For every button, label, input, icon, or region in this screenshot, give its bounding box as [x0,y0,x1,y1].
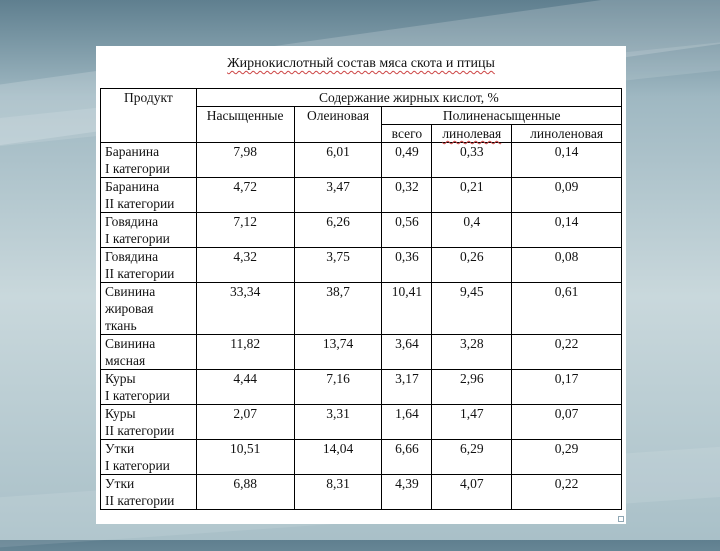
linolenic-value: 0,14 [512,213,622,248]
total-value: 4,39 [382,475,432,510]
linolenic-value: 0,07 [512,405,622,440]
linoleic-value: 0,33 [432,143,512,178]
total-value: 0,36 [382,248,432,283]
oleic-value: 14,04 [294,440,382,475]
linoleic-value: 9,45 [432,283,512,335]
header-product: Продукт [101,89,197,143]
product-cell [101,248,197,283]
slide-corner-marker [618,516,624,522]
table-row [101,178,622,213]
header-content: Содержание жирных кислот, % [196,89,621,107]
product-cell [101,370,197,405]
linoleic-value: 4,07 [432,475,512,510]
total-value: 0,32 [382,178,432,213]
product-name-line: II категории [105,493,175,508]
table-row [101,248,622,283]
product-cell [101,178,197,213]
product-cell [101,283,197,335]
saturated-value: 4,44 [196,370,294,405]
header-saturated: Насыщенные [196,107,294,143]
product-name-line: Баранина [105,144,160,159]
linoleic-value: 2,96 [432,370,512,405]
header-linolenic: линоленовая [512,125,622,143]
oleic-value: 8,31 [294,475,382,510]
header-linoleic: линолевая [432,125,512,143]
total-value: 0,56 [382,213,432,248]
product-name-line: Утки [105,441,135,456]
saturated-value: 10,51 [196,440,294,475]
table-row [101,213,622,248]
slide-content [96,46,626,524]
linolenic-value: 0,08 [512,248,622,283]
linolenic-value: 0,61 [512,283,622,335]
saturated-value: 33,34 [196,283,294,335]
product-name-line: жировая [105,301,154,316]
header-total: всего [382,125,432,143]
total-value: 10,41 [382,283,432,335]
oleic-value: 6,01 [294,143,382,178]
table-row [101,370,622,405]
saturated-value: 4,72 [196,178,294,213]
linoleic-value: 1,47 [432,405,512,440]
product-name-line: Свинина [105,284,156,299]
product-name-line: Говядина [105,214,159,229]
linoleic-value: 6,29 [432,440,512,475]
product-name-line: I категории [105,388,170,403]
product-name-line: Баранина [105,179,160,194]
total-value: 3,64 [382,335,432,370]
linolenic-value: 0,17 [512,370,622,405]
oleic-value: 13,74 [294,335,382,370]
product-name-line: II категории [105,266,175,281]
product-name-line: Куры [105,406,136,421]
saturated-value: 11,82 [196,335,294,370]
product-cell [101,440,197,475]
product-name-line: Куры [105,371,136,386]
fatty-acid-table [100,88,622,510]
table-row [101,440,622,475]
oleic-value: 3,75 [294,248,382,283]
total-value: 6,66 [382,440,432,475]
product-cell [101,335,197,370]
product-name-line: Говядина [105,249,159,264]
table-row [101,143,622,178]
total-value: 0,49 [382,143,432,178]
linolenic-value: 0,22 [512,335,622,370]
product-name-line: Свинина [105,336,156,351]
saturated-value: 6,88 [196,475,294,510]
oleic-value: 3,47 [294,178,382,213]
table-row [101,475,622,510]
linoleic-value: 3,28 [432,335,512,370]
product-name-line: Утки [105,476,135,491]
header-polyunsaturated: Полиненасыщенные [382,107,622,125]
product-name-line: ткань [105,318,137,333]
page-title: Жирнокислотный состав мяса скота и птицы [227,56,495,71]
oleic-value: 7,16 [294,370,382,405]
product-cell [101,475,197,510]
linoleic-value: 0,21 [432,178,512,213]
product-name-line: II категории [105,196,175,211]
product-name-line: мясная [105,353,146,368]
product-name-line: I категории [105,458,170,473]
product-cell [101,405,197,440]
oleic-value: 38,7 [294,283,382,335]
total-value: 3,17 [382,370,432,405]
linoleic-value: 0,4 [432,213,512,248]
product-cell [101,213,197,248]
table-row [101,283,622,335]
linolenic-value: 0,14 [512,143,622,178]
product-cell [101,143,197,178]
linoleic-value: 0,26 [432,248,512,283]
product-name-line: I категории [105,231,170,246]
header-oleic: Олеиновая [294,107,382,143]
linolenic-value: 0,09 [512,178,622,213]
saturated-value: 7,98 [196,143,294,178]
oleic-value: 6,26 [294,213,382,248]
product-name-line: II категории [105,423,175,438]
saturated-value: 7,12 [196,213,294,248]
table-row [101,335,622,370]
saturated-value: 2,07 [196,405,294,440]
linolenic-value: 0,29 [512,440,622,475]
product-name-line: I категории [105,161,170,176]
total-value: 1,64 [382,405,432,440]
table-row [101,405,622,440]
saturated-value: 4,32 [196,248,294,283]
oleic-value: 3,31 [294,405,382,440]
linolenic-value: 0,22 [512,475,622,510]
header-row [101,89,622,107]
